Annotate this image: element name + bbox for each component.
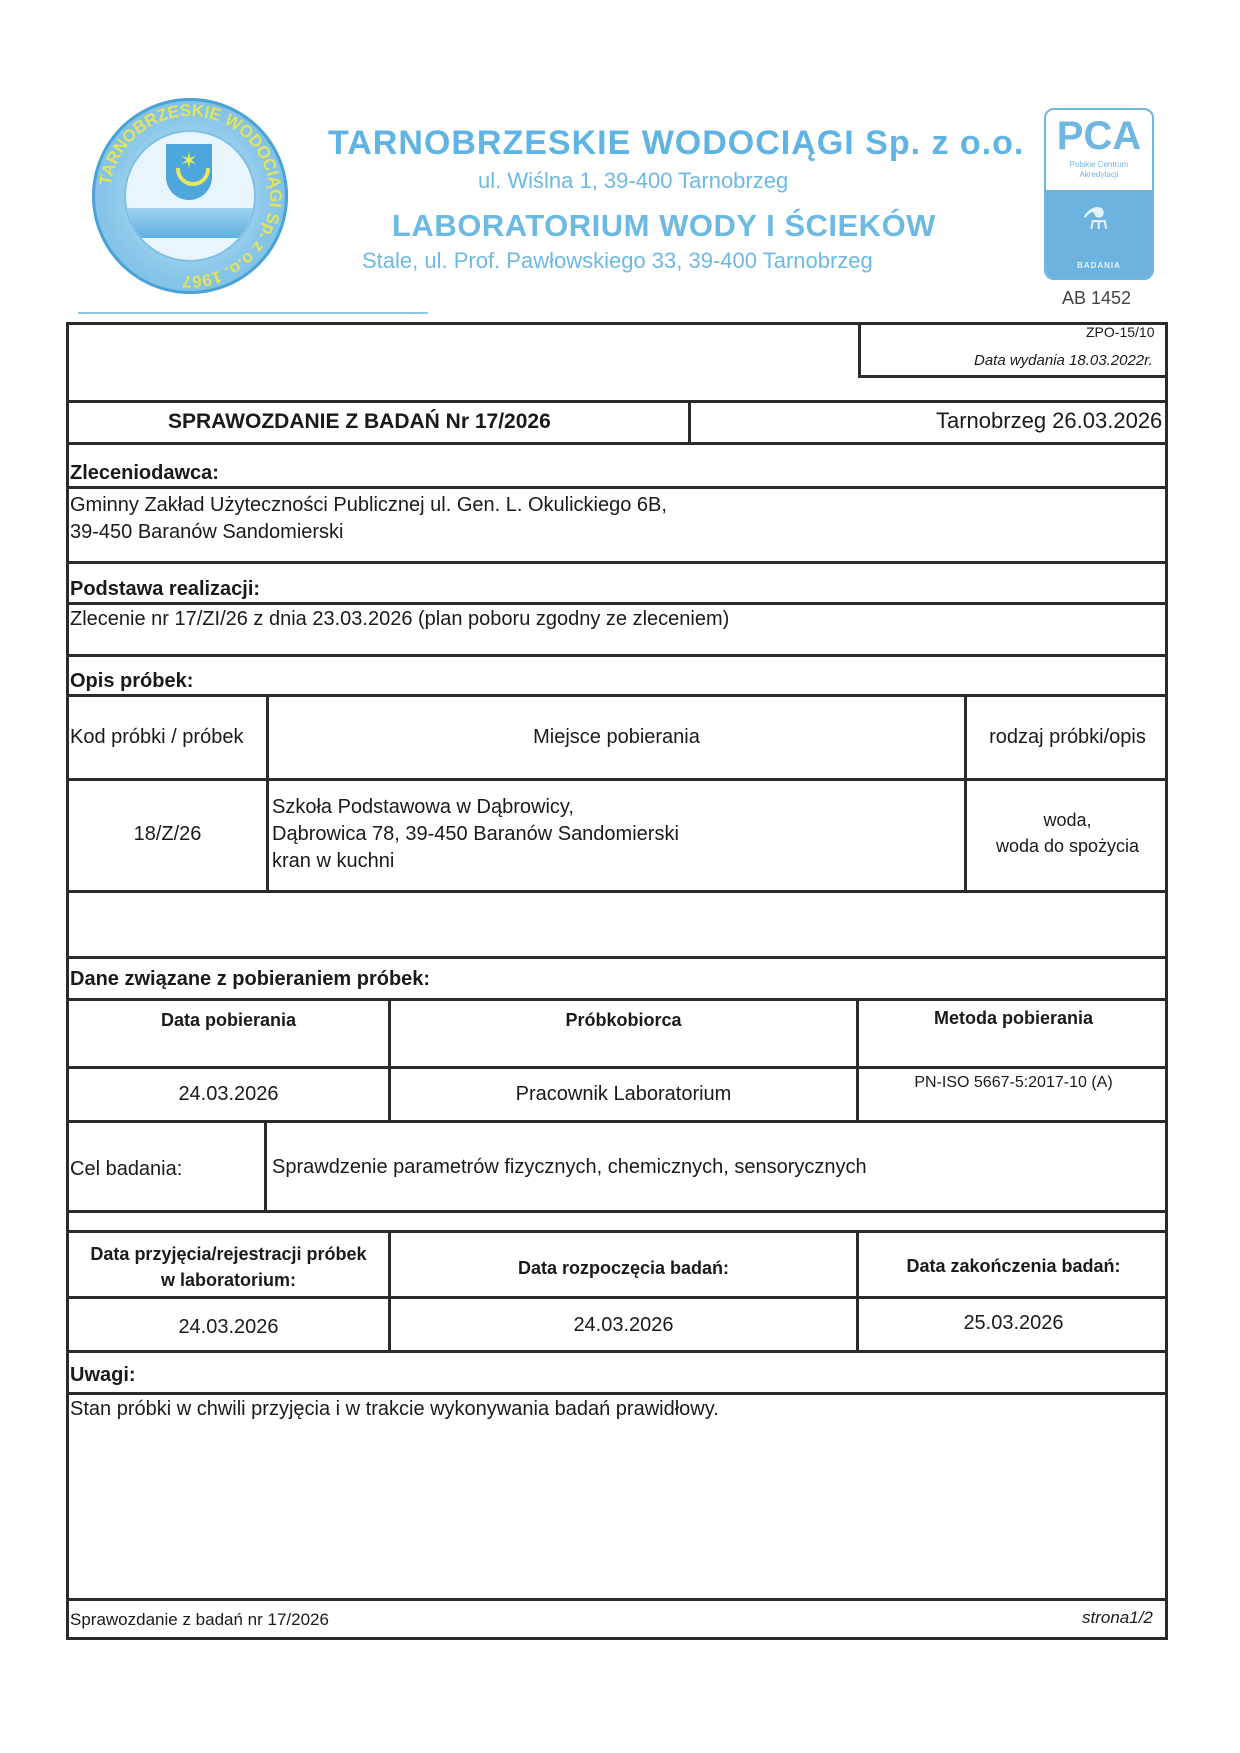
report-place-date: Tarnobrzeg 26.03.2026 [936, 408, 1163, 433]
sampling-sampler: Pracownik Laboratorium [515, 1083, 732, 1105]
logo-ring-text [92, 98, 288, 294]
pca-subtitle-line2: Akredytacji [1079, 170, 1119, 179]
purpose-value: Sprawdzenie parametrów fizycznych, chemicznych, sensorycznych [272, 1156, 867, 1178]
pca-blue-panel [1046, 190, 1152, 278]
lab-address: Stale, ul. Prof. Pawłowskiego 33, 39-400 Tarnobrzeg [362, 248, 873, 273]
end-date: 25.03.2026 [963, 1312, 1064, 1334]
header-divider [78, 312, 428, 314]
pca-subtitle [1046, 160, 1152, 180]
divider [66, 400, 1168, 403]
divider [66, 998, 1168, 1001]
form-code: ZPO-15/10 [1086, 324, 1155, 340]
remarks-value: Stan próbki w chwili przyjęcia i w trakcie wykonywania badań prawidłowy. [70, 1398, 719, 1420]
divider [66, 1350, 1168, 1353]
divider [66, 890, 1168, 893]
divider [266, 694, 269, 892]
divider [66, 1120, 1168, 1123]
company-logo [92, 98, 288, 294]
footer-page-number: strona1/2 [1082, 1608, 1153, 1627]
divider [66, 486, 1168, 489]
dates-col-end: Data zakończenia badań: [906, 1256, 1121, 1276]
sample-place-line3: kran w kuchni [272, 850, 395, 872]
sample-place-line1: Szkoła Podstawowa w Dąbrowicy, [272, 796, 574, 818]
accreditation-number: AB 1452 [1062, 288, 1132, 308]
sampling-method: PN-ISO 5667-5:2017-10 (A) [914, 1074, 1113, 1091]
company-address: ul. Wiślna 1, 39-400 Tarnobrzeg [478, 168, 789, 193]
divider [66, 778, 1168, 781]
dates-col-registration: Data przyjęcia/rejestracji próbek [90, 1244, 367, 1264]
divider [66, 602, 1168, 605]
start-date: 24.03.2026 [573, 1314, 674, 1336]
company-name: TARNOBRZESKIE WODOCIĄGI Sp. z o.o. [328, 124, 1025, 162]
divider [66, 694, 1168, 697]
footer-report-number: Sprawozdanie z badań nr 17/2026 [70, 1610, 329, 1629]
samples-col-type: rodzaj próbki/opis [989, 726, 1146, 748]
sample-type-line1: woda, [1043, 810, 1092, 830]
divider [66, 1210, 1168, 1213]
sampling-col-date: Data pobierania [160, 1010, 297, 1030]
divider [66, 956, 1168, 959]
sampling-col-sampler: Próbkobiorca [565, 1010, 682, 1030]
star-icon: ✶ [179, 148, 199, 173]
pca-accreditation-badge [1044, 108, 1154, 280]
samples-label: Opis próbek: [70, 670, 194, 692]
samples-col-place: Miejsce pobierania [533, 726, 700, 748]
samples-col-code: Kod próbki / próbek [70, 726, 244, 748]
divider [264, 1120, 267, 1212]
pca-title: PCA [1056, 114, 1142, 158]
client-line2: 39-450 Baranów Sandomierski [70, 521, 344, 543]
form-issue-date: Data wydania 18.03.2022r. [974, 352, 1153, 369]
divider [66, 561, 1168, 564]
sample-code: 18/Z/26 [133, 823, 202, 845]
pca-subtitle-line1: Polskie Centrum [1069, 160, 1129, 169]
report-title: SPRAWOZDANIE Z BADAŃ Nr 17/2026 [168, 410, 551, 433]
sampling-label: Dane związane z pobieraniem próbek: [70, 968, 431, 990]
divider [66, 1296, 1168, 1299]
divider [66, 442, 1168, 445]
dates-col-start: Data rozpoczęcia badań: [517, 1258, 730, 1278]
divider [688, 400, 691, 444]
lab-name: LABORATORIUM WODY I ŚCIEKÓW [392, 208, 936, 243]
sampling-date: 24.03.2026 [178, 1083, 279, 1105]
purpose-label: Cel badania: [70, 1158, 183, 1180]
flask-icon: ⚗ [1082, 203, 1109, 236]
basis-label: Podstawa realizacji: [70, 578, 261, 600]
registration-date: 24.03.2026 [178, 1316, 279, 1338]
dates-col-registration-line2: w laboratorium: [160, 1270, 296, 1290]
basis-value: Zlecenie nr 17/ZI/26 z dnia 23.03.2026 (plan poboru zgodny ze zleceniem) [70, 608, 730, 630]
divider [66, 654, 1168, 657]
svg-text:TARNOBRZESKIE WODOCIĄGI Sp. z: TARNOBRZESKIE WODOCIĄGI Sp. z o.o. 1967 [95, 100, 286, 292]
client-label: Zleceniodawca: [70, 462, 219, 484]
client-line1: Gminny Zakład Użyteczności Publicznej ul. Gen. L. Okulickiego 6B, [70, 494, 667, 516]
divider [66, 1598, 1168, 1601]
pca-badge-label: BADANIA [1077, 261, 1121, 270]
sampling-col-method: Metoda pobierania [933, 1008, 1094, 1028]
divider [964, 694, 967, 892]
divider [66, 1230, 1168, 1233]
remarks-label: Uwagi: [70, 1364, 136, 1386]
sample-place-line2: Dąbrowica 78, 39-450 Baranów Sandomierski [272, 823, 679, 845]
divider [66, 1066, 1168, 1069]
divider [66, 1392, 1168, 1395]
sample-type-line2: woda do spożycia [995, 836, 1140, 856]
